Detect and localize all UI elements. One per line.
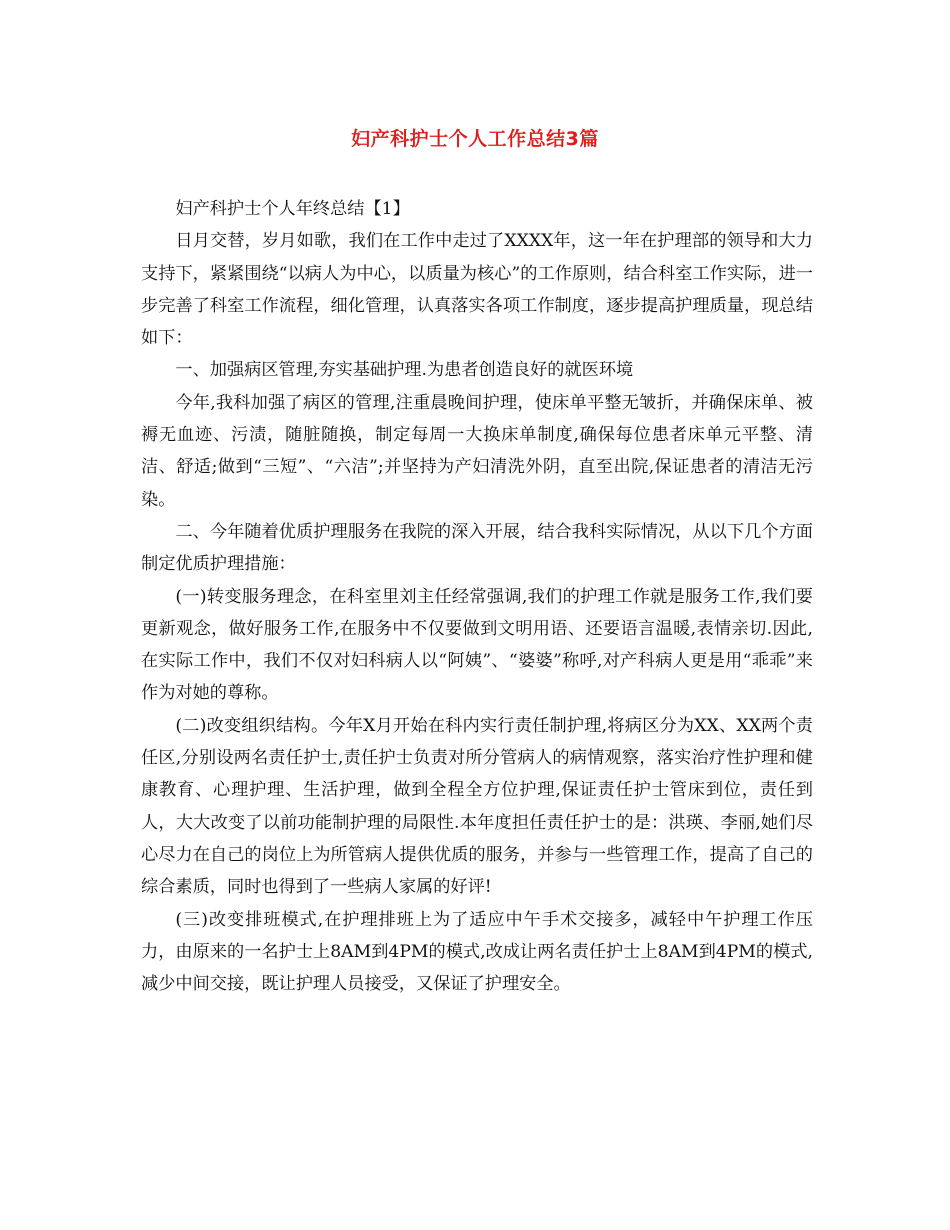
paragraph-intro: 日月交替，岁月如歌，我们在工作中走过了XXXX年，这一年在护理部的领导和大力支持下，紧紧围绕“以病人为中心，以质量为核心”的工作原则，结合科室工作实际，进一步完善了科室工作流程，细化管理，认真落实各项工作制度，逐步提高护理质量，现总结如下：	[141, 231, 813, 349]
paragraph-service-concept: (一)转变服务理念，在科室里刘主任经常强调,我们的护理工作就是服务工作,我们要更新观念，做好服务工作,在服务中不仅要做到文明用语、还要语言温暖,表情亲切.因此,在实际工作中，我们不仅对妇科病人以“阿姨”、“婆婆”称呼,对产科病人更是用“乖乖”来作为对她的尊称。	[141, 586, 813, 704]
paragraph-scheduling: (三)改变排班模式,在护理排班上为了适应中午手术交接多，减轻中午护理工作压力，由原来的一名护士上8AM到4PM的模式,改成让两名责任护士上8AM到4PM的模式,减少中间交接，既让护理人员接受，又保证了护理安全。	[141, 909, 813, 995]
section-heading-1: 妇产科护士个人年终总结【1】	[175, 199, 410, 219]
subheading-quality-nursing: 二、今年随着优质护理服务在我院的深入开展，结合我科实际情况，从以下几个方面制定优质护理措施：	[141, 521, 813, 575]
paragraph-organization: (二)改变组织结构。今年X月开始在科内实行责任制护理,将病区分为XX、XX两个责任区,分别设两名责任护士,责任护士负责对所分管病人的病情观察，落实治疗性护理和健康教育、心理护理、生活护理，做到全程全方位护理,保证责任护士管床到位，责任到人，大大改变了以前功能制护理的局限性.本年度担任责任护士的是：洪瑛、李丽,她们尽心尽力在自己的岗位上为所管病人提供优质的服务，并参与一些管理工作，提高了自己的综合素质，同时也得到了一些病人家属的好评!	[141, 715, 813, 898]
document-title: 妇产科护士个人工作总结3篇	[351, 128, 599, 150]
paragraph-ward-management: 今年,我科加强了病区的管理,注重晨晚间护理，使床单平整无皱折，并确保床单、被褥无血迹、污渍，随脏随换，制定每周一大换床单制度,确保每位患者床单元平整、清洁、舒适;做到“三短”、“六洁”;并坚持为产妇清洗外阴，直至出院,保证患者的清洁无污染。	[141, 392, 813, 510]
subheading-ward-management: 一、加强病区管理,夯实基础护理.为患者创造良好的就医环境	[175, 360, 634, 381]
document-body	[141, 193, 813, 1000]
